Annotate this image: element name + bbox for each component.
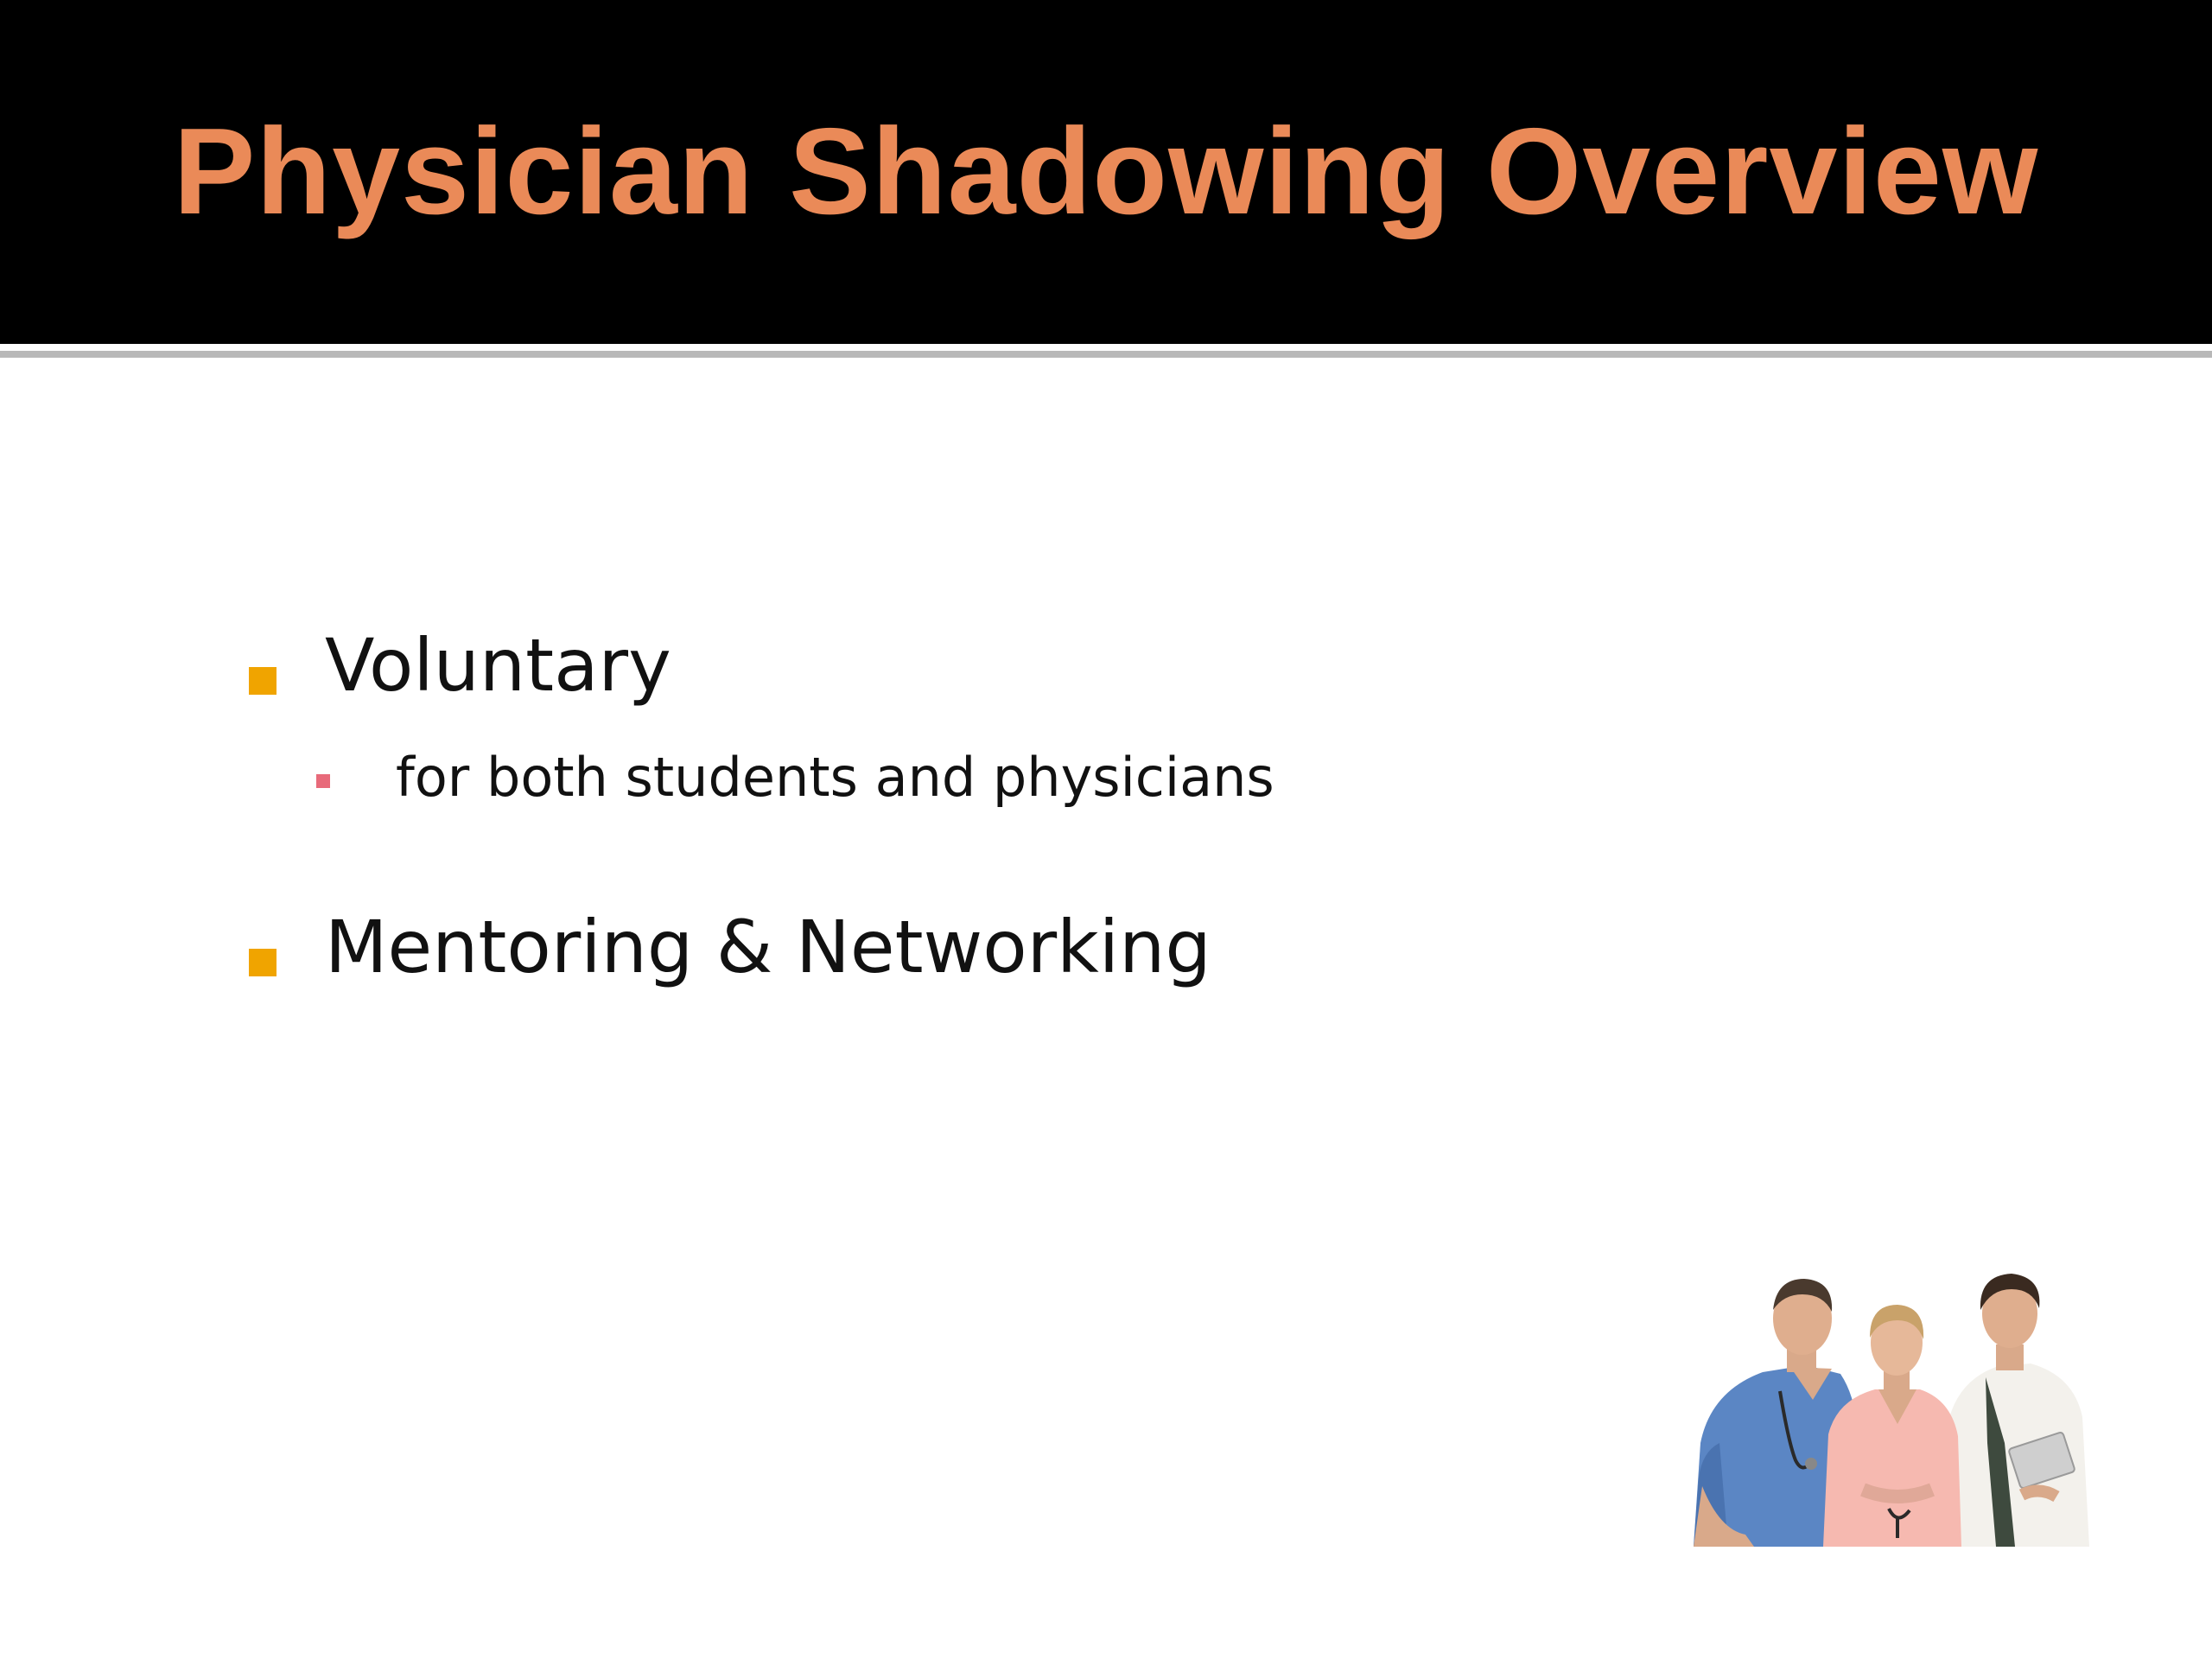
sub-bullet-text: for both students and physicians — [396, 746, 1274, 809]
small-square-bullet-icon — [316, 774, 330, 788]
slide-title: Physician Shadowing Overview — [173, 103, 2039, 240]
bullet-text: Voluntary — [325, 623, 671, 708]
square-bullet-icon — [249, 949, 276, 976]
doctor-white-coat-figure — [1944, 1274, 2089, 1547]
title-divider — [0, 351, 2212, 358]
square-bullet-icon — [249, 667, 276, 695]
bullet-text: Mentoring & Networking — [325, 905, 1211, 989]
nurse-pink-scrubs-figure — [1823, 1305, 1961, 1547]
medical-staff-photo — [1694, 1270, 2091, 1547]
